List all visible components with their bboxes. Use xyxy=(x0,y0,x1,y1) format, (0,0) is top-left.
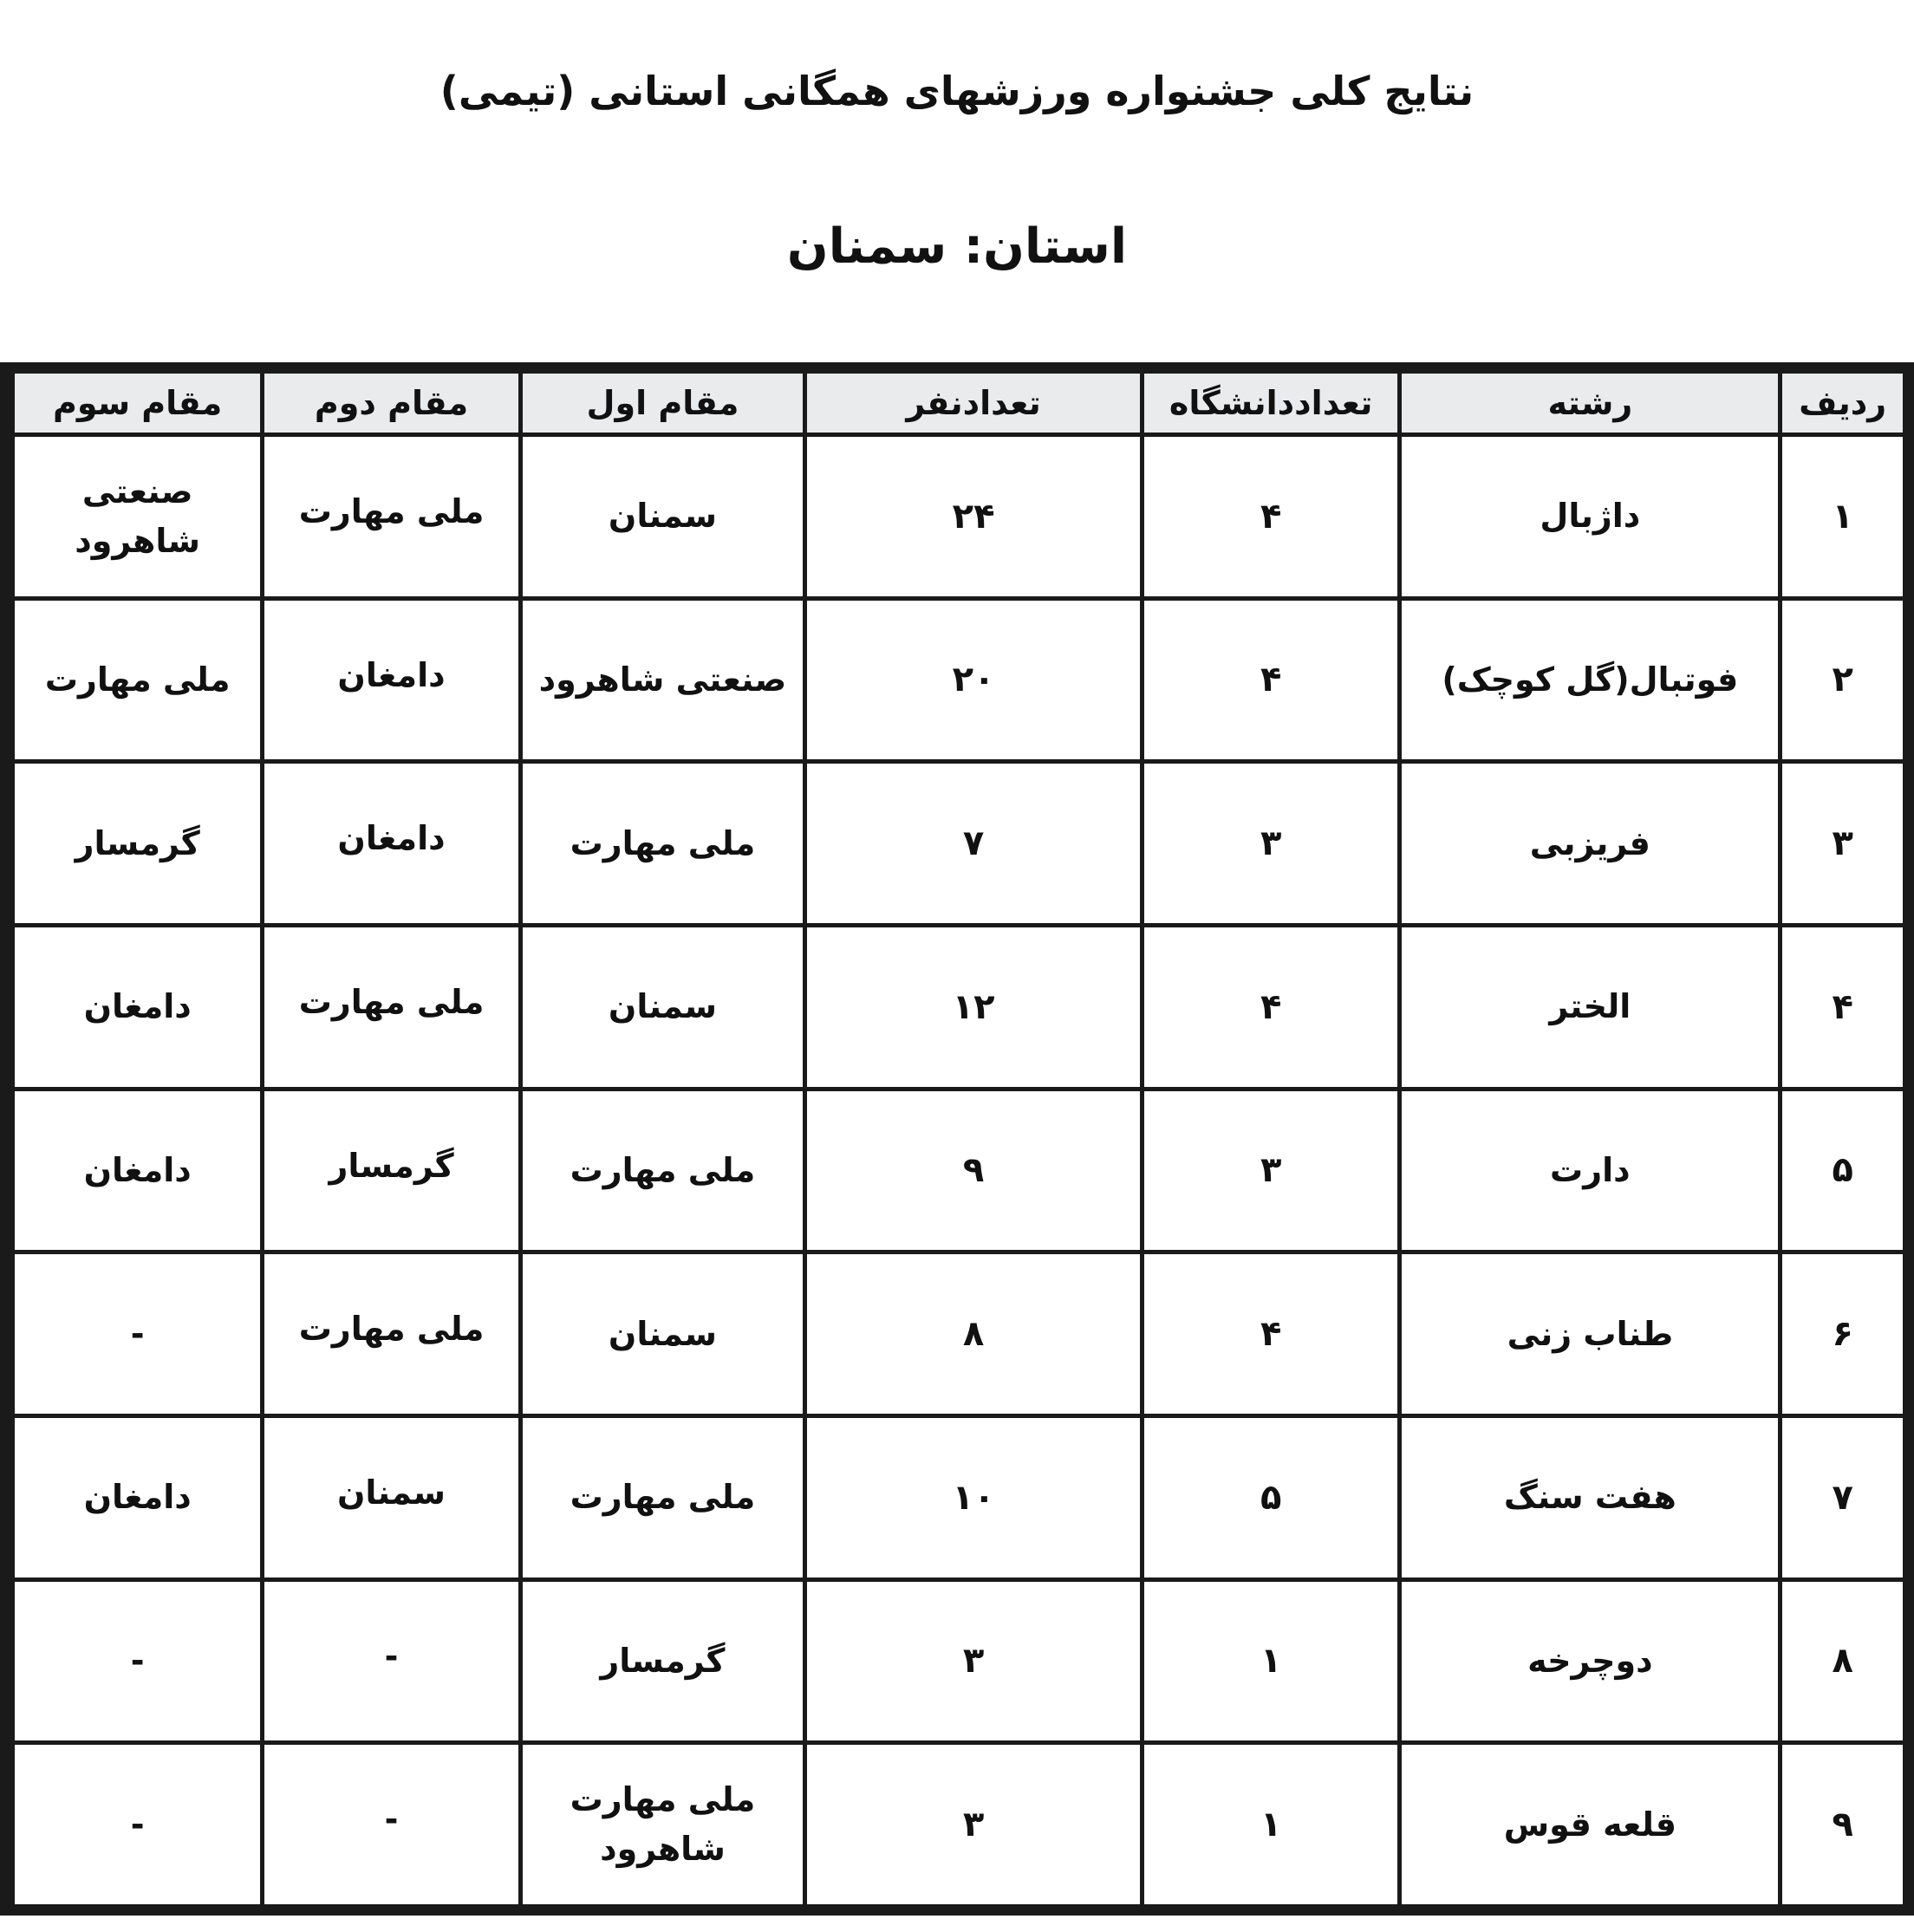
header-first-place: مقام اول xyxy=(523,374,804,433)
cell-university-count: ۳ xyxy=(1144,764,1397,923)
cell-discipline: فوتبال(گل کوچک) xyxy=(1402,601,1778,760)
cell-second-place: - xyxy=(264,1582,518,1741)
results-table xyxy=(10,369,1907,1909)
cell-discipline: هفت سنگ xyxy=(1402,1418,1778,1577)
table-row xyxy=(15,601,1903,760)
cell-participant-count: ۳ xyxy=(807,1582,1140,1741)
cell-rank: ۹ xyxy=(1782,1745,1903,1904)
cell-rank: ۶ xyxy=(1782,1254,1903,1414)
cell-rank: ۲ xyxy=(1782,601,1903,760)
cell-first-place: سمنان xyxy=(523,927,804,1087)
cell-rank: ۵ xyxy=(1782,1091,1903,1251)
cell-discipline: دوچرخه xyxy=(1402,1582,1778,1741)
header-participant-count: تعدادنفر xyxy=(807,374,1140,433)
cell-discipline: طناب زنی xyxy=(1402,1254,1778,1414)
cell-second-place: - xyxy=(264,1745,518,1904)
header-university-count: تعداددانشگاه xyxy=(1144,374,1397,433)
cell-participant-count: ۲۰ xyxy=(807,601,1140,760)
cell-university-count: ۱ xyxy=(1144,1745,1397,1904)
cell-first-place: صنعتی شاهرود xyxy=(523,601,804,760)
table-row xyxy=(15,1254,1903,1414)
cell-participant-count: ۹ xyxy=(807,1091,1140,1251)
cell-third-place: - xyxy=(15,1582,260,1741)
cell-participant-count: ۲۴ xyxy=(807,437,1140,596)
cell-third-place: صنعتی شاهرود xyxy=(15,437,260,596)
cell-university-count: ۴ xyxy=(1144,601,1397,760)
cell-rank: ۳ xyxy=(1782,764,1903,923)
cell-participant-count: ۱۰ xyxy=(807,1418,1140,1577)
cell-second-place: گرمسار xyxy=(264,1091,518,1251)
cell-first-place: ملی مهارت xyxy=(523,1091,804,1251)
cell-participant-count: ۷ xyxy=(807,764,1140,923)
cell-participant-count: ۳ xyxy=(807,1745,1140,1904)
cell-second-place: ملی مهارت xyxy=(264,1254,518,1414)
cell-first-place: گرمسار xyxy=(523,1582,804,1741)
cell-third-place: دامغان xyxy=(15,1091,260,1251)
cell-third-place: دامغان xyxy=(15,927,260,1087)
cell-second-place: ملی مهارت xyxy=(264,437,518,596)
cell-university-count: ۴ xyxy=(1144,1254,1397,1414)
cell-first-place: سمنان xyxy=(523,1254,804,1414)
cell-discipline: داژبال xyxy=(1402,437,1778,596)
cell-discipline: دارت xyxy=(1402,1091,1778,1251)
header-second-place: مقام دوم xyxy=(264,374,518,433)
cell-first-place: ملی مهارت xyxy=(523,764,804,923)
table-row xyxy=(15,1091,1903,1251)
cell-third-place: - xyxy=(15,1745,260,1904)
cell-first-place: ملی مهارت شاهرود xyxy=(523,1745,804,1904)
document-title: نتایج کلی جشنواره ورزشهای همگانی استانی (تیمی) xyxy=(439,68,1475,114)
cell-first-place: ملی مهارت xyxy=(523,1418,804,1577)
cell-university-count: ۳ xyxy=(1144,1091,1397,1251)
cell-second-place: سمنان xyxy=(264,1418,518,1577)
header-discipline: رشته xyxy=(1402,374,1778,433)
cell-third-place: دامغان xyxy=(15,1418,260,1577)
cell-rank: ۸ xyxy=(1782,1582,1903,1741)
results-table-frame xyxy=(0,362,1914,1916)
cell-university-count: ۵ xyxy=(1144,1418,1397,1577)
cell-second-place: ملی مهارت xyxy=(264,927,518,1087)
cell-third-place: - xyxy=(15,1254,260,1414)
table-row xyxy=(15,1418,1903,1577)
cell-discipline: الختر xyxy=(1402,927,1778,1087)
cell-rank: ۷ xyxy=(1782,1418,1903,1577)
cell-university-count: ۴ xyxy=(1144,927,1397,1087)
table-row xyxy=(15,437,1903,596)
cell-participant-count: ۸ xyxy=(807,1254,1140,1414)
cell-university-count: ۴ xyxy=(1144,437,1397,596)
table-row xyxy=(15,1745,1903,1904)
header-third-place: مقام سوم xyxy=(15,374,260,433)
cell-third-place: گرمسار xyxy=(15,764,260,923)
table-row xyxy=(15,927,1903,1087)
cell-second-place: دامغان xyxy=(264,601,518,760)
table-header-row xyxy=(15,374,1903,433)
cell-third-place: ملی مهارت xyxy=(15,601,260,760)
province-subtitle: استان: سمنان xyxy=(786,218,1128,275)
cell-second-place: دامغان xyxy=(264,764,518,923)
header-rank: ردیف xyxy=(1782,374,1903,433)
table-row xyxy=(15,764,1903,923)
table-row xyxy=(15,1582,1903,1741)
cell-participant-count: ۱۲ xyxy=(807,927,1140,1087)
cell-discipline: فریزبی xyxy=(1402,764,1778,923)
cell-rank: ۴ xyxy=(1782,927,1903,1087)
cell-discipline: قلعه قوس xyxy=(1402,1745,1778,1904)
cell-first-place: سمنان xyxy=(523,437,804,596)
cell-university-count: ۱ xyxy=(1144,1582,1397,1741)
cell-rank: ۱ xyxy=(1782,437,1903,596)
